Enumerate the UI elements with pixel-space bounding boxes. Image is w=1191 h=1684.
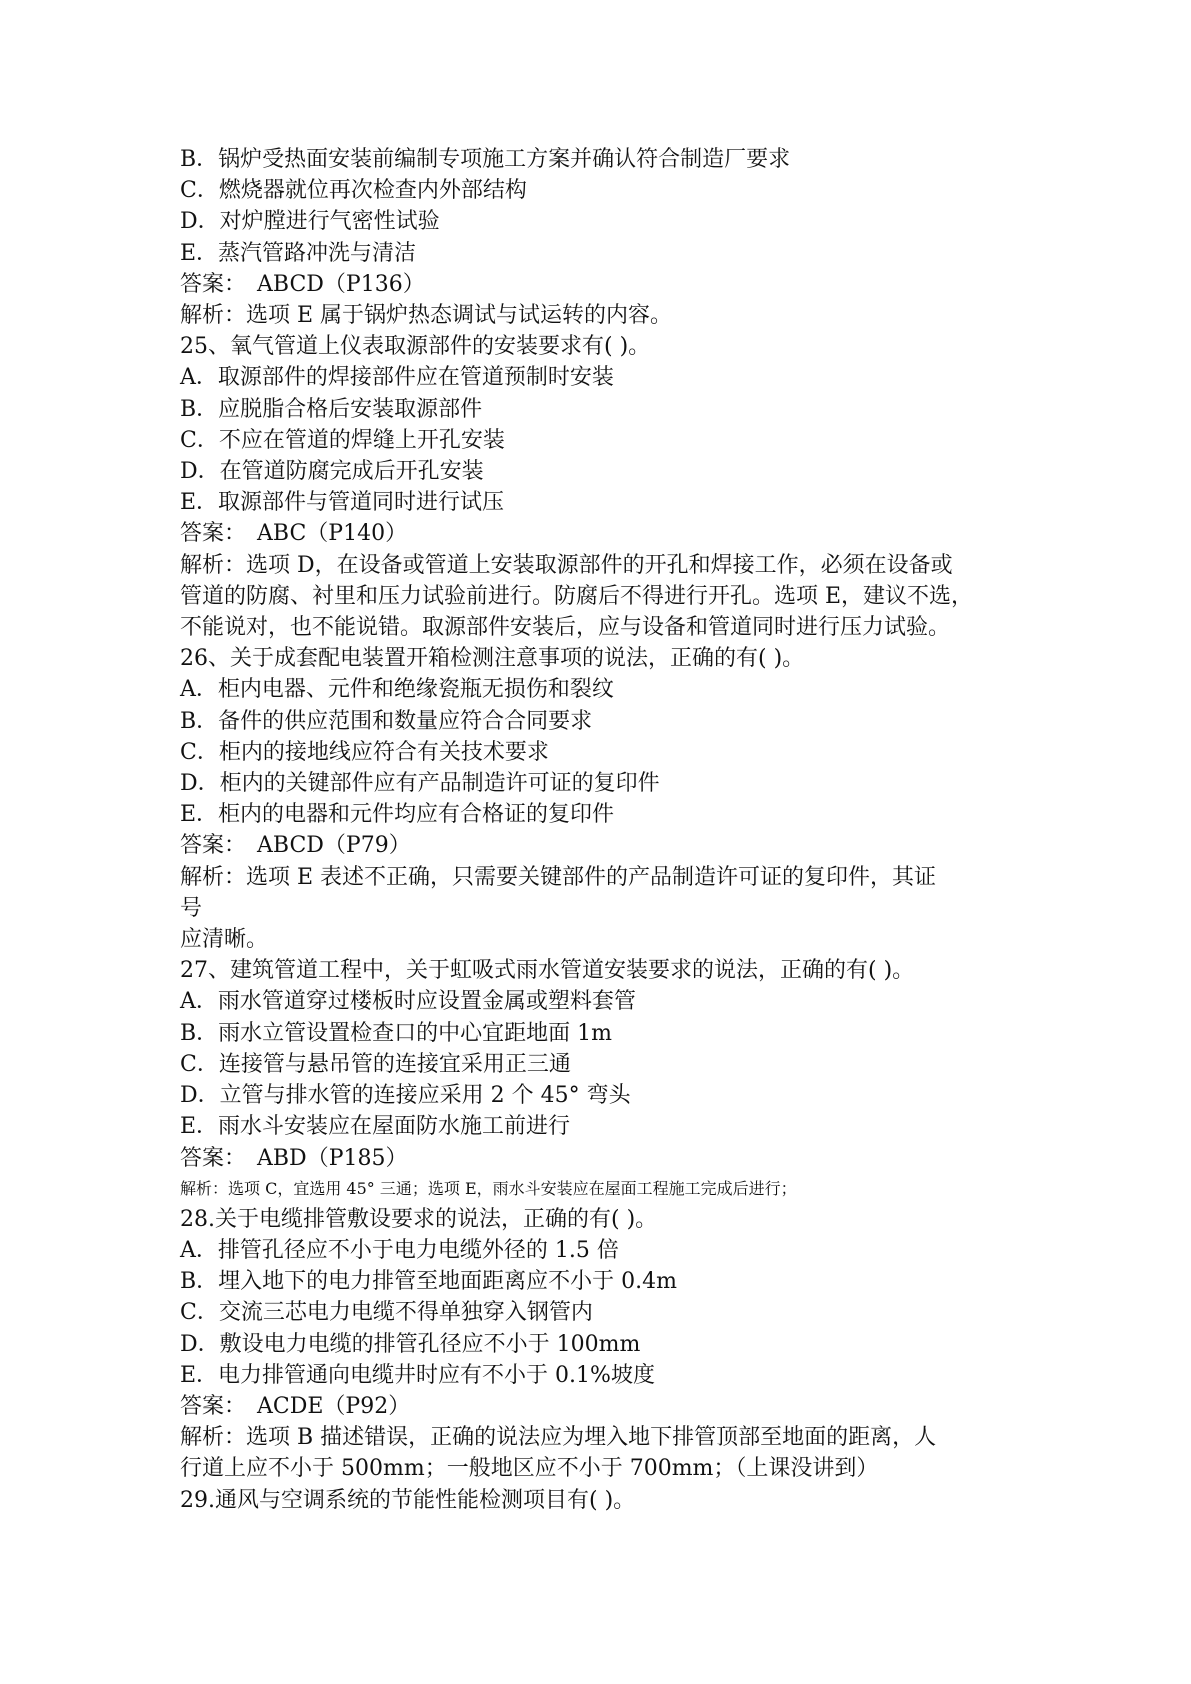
question-29: 29.通风与空调系统的节能性能检测项目有( )。	[180, 1487, 636, 1513]
option-c-line: C．交流三芯电力电缆不得单独穿入钢管内	[180, 1300, 593, 1326]
option-e-line: E．取源部件与管道同时进行试压	[180, 490, 505, 516]
analysis-line: 管道的防腐、衬里和压力试验前进行。防腐后不得进行开孔。选项 E，建议不选，	[180, 583, 974, 609]
option-b-line: B．锅炉受热面安装前编制专项施工方案并确认符合制造厂要求	[180, 147, 791, 172]
option-a-line: A．雨水管道穿过楼板时应设置金属或塑料套管	[180, 989, 636, 1015]
option-d-line: D．柜内的关键部件应有产品制造许可证的复印件	[180, 771, 660, 797]
analysis-line: 号	[180, 895, 203, 921]
analysis-line: 解析：选项 D，在设备或管道上安装取源部件的开孔和焊接工作，必须在设备或	[180, 552, 953, 578]
option-a-line: A．柜内电器、元件和绝缘瓷瓶无损伤和裂纹	[180, 677, 614, 703]
analysis-line: 行道上应不小于 500mm；一般地区应不小于 700mm；（上课没讲到）	[180, 1456, 879, 1482]
question-25: 25、氧气管道上仪表取源部件的安装要求有( )。	[180, 334, 651, 360]
analysis-line: 不能说对，也不能说错。取源部件安装后，应与设备和管道同时进行压力试验。	[180, 615, 951, 641]
option-a-line: A．排管孔径应不小于电力电缆外径的 1.5 倍	[180, 1237, 619, 1263]
answer-line: 答案： ABC（P140）	[180, 521, 408, 547]
option-b-line: B．备件的供应范围和数量应符合合同要求	[180, 708, 593, 734]
option-e-line: E．电力排管通向电缆井时应有不小于 0.1%坡度	[180, 1362, 655, 1388]
option-d-line: D．对炉膛进行气密性试验	[180, 209, 440, 235]
analysis-line: 解析：选项 C，宜选用 45° 三通；选项 E，雨水斗安装应在屋面工程施工完成后进行；	[180, 1178, 797, 1198]
option-d-line: D．在管道防腐完成后开孔安装	[180, 459, 484, 485]
question-26: 26、关于成套配电装置开箱检测注意事项的说法，正确的有( )。	[180, 646, 805, 672]
answer-line: 答案： ABD（P185）	[180, 1145, 408, 1171]
option-c-line: C．不应在管道的焊缝上开孔安装	[180, 427, 505, 453]
analysis-line: 解析：选项 E 表述不正确，只需要关键部件的产品制造许可证的复印件，其证	[180, 864, 937, 890]
answer-line: 答案： ACDE（P92）	[180, 1393, 411, 1419]
option-e-line: E．雨水斗安装应在屋面防水施工前进行	[180, 1114, 571, 1140]
question-27: 27、建筑管道工程中，关于虹吸式雨水管道安装要求的说法，正确的有( )。	[180, 958, 915, 984]
option-c-line: C．燃烧器就位再次检查内外部结构	[180, 178, 527, 204]
option-c-line: C．连接管与悬吊管的连接宜采用正三通	[180, 1051, 571, 1077]
option-b-line: B．雨水立管设置检查口的中心宜距地面 1m	[180, 1020, 613, 1046]
option-a-line: A．取源部件的焊接部件应在管道预制时安装	[180, 365, 614, 391]
question-28: 28.关于电缆排管敷设要求的说法，正确的有( )。	[180, 1206, 658, 1232]
answer-line: 答案： ABCD（P79）	[180, 833, 411, 859]
option-b-line: B．埋入地下的电力排管至地面距离应不小于 0.4m	[180, 1269, 678, 1295]
document-page	[180, 144, 1020, 1516]
option-e-line: E．蒸汽管路冲洗与清洁	[180, 240, 417, 266]
analysis-line: 应清晰。	[180, 927, 269, 953]
option-d-line: D．敷设电力电缆的排管孔径应不小于 100mm	[180, 1331, 641, 1357]
answer-line: 答案： ABCD（P136）	[180, 271, 425, 297]
option-e-line: E．柜内的电器和元件均应有合格证的复印件	[180, 802, 615, 828]
analysis-line: 解析：选项 E 属于锅炉热态调试与试运转的内容。	[180, 303, 673, 329]
option-b-line: B．应脱脂合格后安装取源部件	[180, 396, 483, 422]
option-d-line: D．立管与排水管的连接应采用 2 个 45° 弯头	[180, 1083, 631, 1109]
analysis-line: 解析：选项 B 描述错误，正确的说法应为埋入地下排管顶部至地面的距离，人	[180, 1425, 937, 1451]
option-c-line: C．柜内的接地线应符合有关技术要求	[180, 739, 549, 765]
